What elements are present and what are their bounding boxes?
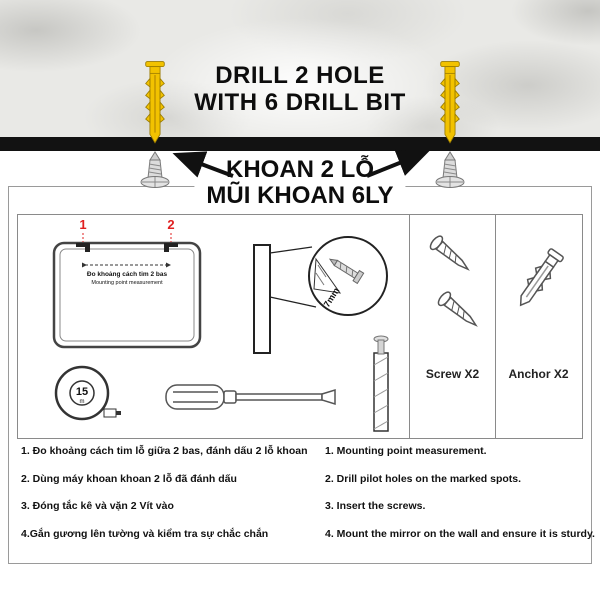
instruction-en-3: 3. Insert the screws.: [325, 500, 426, 512]
screwdriver-icon: [166, 385, 335, 409]
instruction-vi-4: 4.Gắn gương lên tường và kiểm tra sự chắc chắn: [21, 527, 269, 540]
measure-label-en: Mounting point measurement: [91, 280, 163, 286]
instruction-frame: [8, 186, 595, 564]
marker-1: 1: [79, 217, 87, 232]
instruction-vi-3: 3. Đóng tắc kê và vặn 2 Vít vào: [21, 500, 174, 512]
instruction-vi-2: 2. Dùng máy khoan khoan 2 lỗ đã đánh dấu: [21, 472, 237, 485]
mirror-back-illustration: [54, 217, 200, 347]
instruction-vi-1: 1. Đo khoảng cách tim lỗ giữa 2 bas, đánh dấu 2 lỗ khoan: [21, 445, 308, 457]
wall-anchor-right-icon: [439, 55, 461, 151]
marker-2: 2: [167, 217, 175, 232]
instruction-en-2: 2. Drill pilot holes on the marked spots.: [325, 472, 522, 485]
pointer-arrows: [0, 145, 600, 190]
instructions-en: [321, 445, 595, 555]
wall-anchor-left-icon: [144, 55, 166, 151]
tape-measure-icon: [56, 367, 121, 419]
anchor-column-label: Anchor X2: [508, 367, 569, 381]
arrow-to-left-screw: [180, 156, 233, 176]
instruction-en-1: 1. Mounting point measurement.: [325, 445, 487, 457]
tape-unit: m: [79, 399, 85, 405]
depth-label: 7mm: [321, 285, 342, 309]
main-title-line2: WITH 6 DRILL BIT: [194, 89, 406, 116]
diagram-panel: [17, 214, 583, 439]
mounting-diagram: [18, 215, 409, 436]
screw-column-label: Screw X2: [425, 367, 480, 381]
drill-depth-callout: [254, 237, 387, 353]
measure-label-vi: Đo khoảng cách tim 2 bas: [86, 271, 168, 278]
screw-in-wall-icon: [374, 336, 388, 431]
screw-column: [409, 215, 495, 438]
main-title: [0, 62, 600, 116]
anchor-x2-icon: [497, 219, 581, 361]
tape-value: 15: [75, 386, 89, 398]
subtitle-line1: KHOAN 2 LỖ: [225, 156, 375, 183]
subtitle-line2: MŨI KHOAN 6LY: [206, 182, 394, 209]
instruction-en-4: 4. Mount the mirror on the wall and ensure it is sturdy.: [325, 527, 595, 540]
arrow-to-right-screw: [367, 154, 422, 176]
instructions-vi: [9, 445, 321, 555]
instructions: [9, 445, 595, 555]
anchor-column: [495, 215, 581, 438]
main-title-line1: DRILL 2 HOLE: [215, 62, 385, 89]
screws-x2-icon: [411, 219, 495, 361]
